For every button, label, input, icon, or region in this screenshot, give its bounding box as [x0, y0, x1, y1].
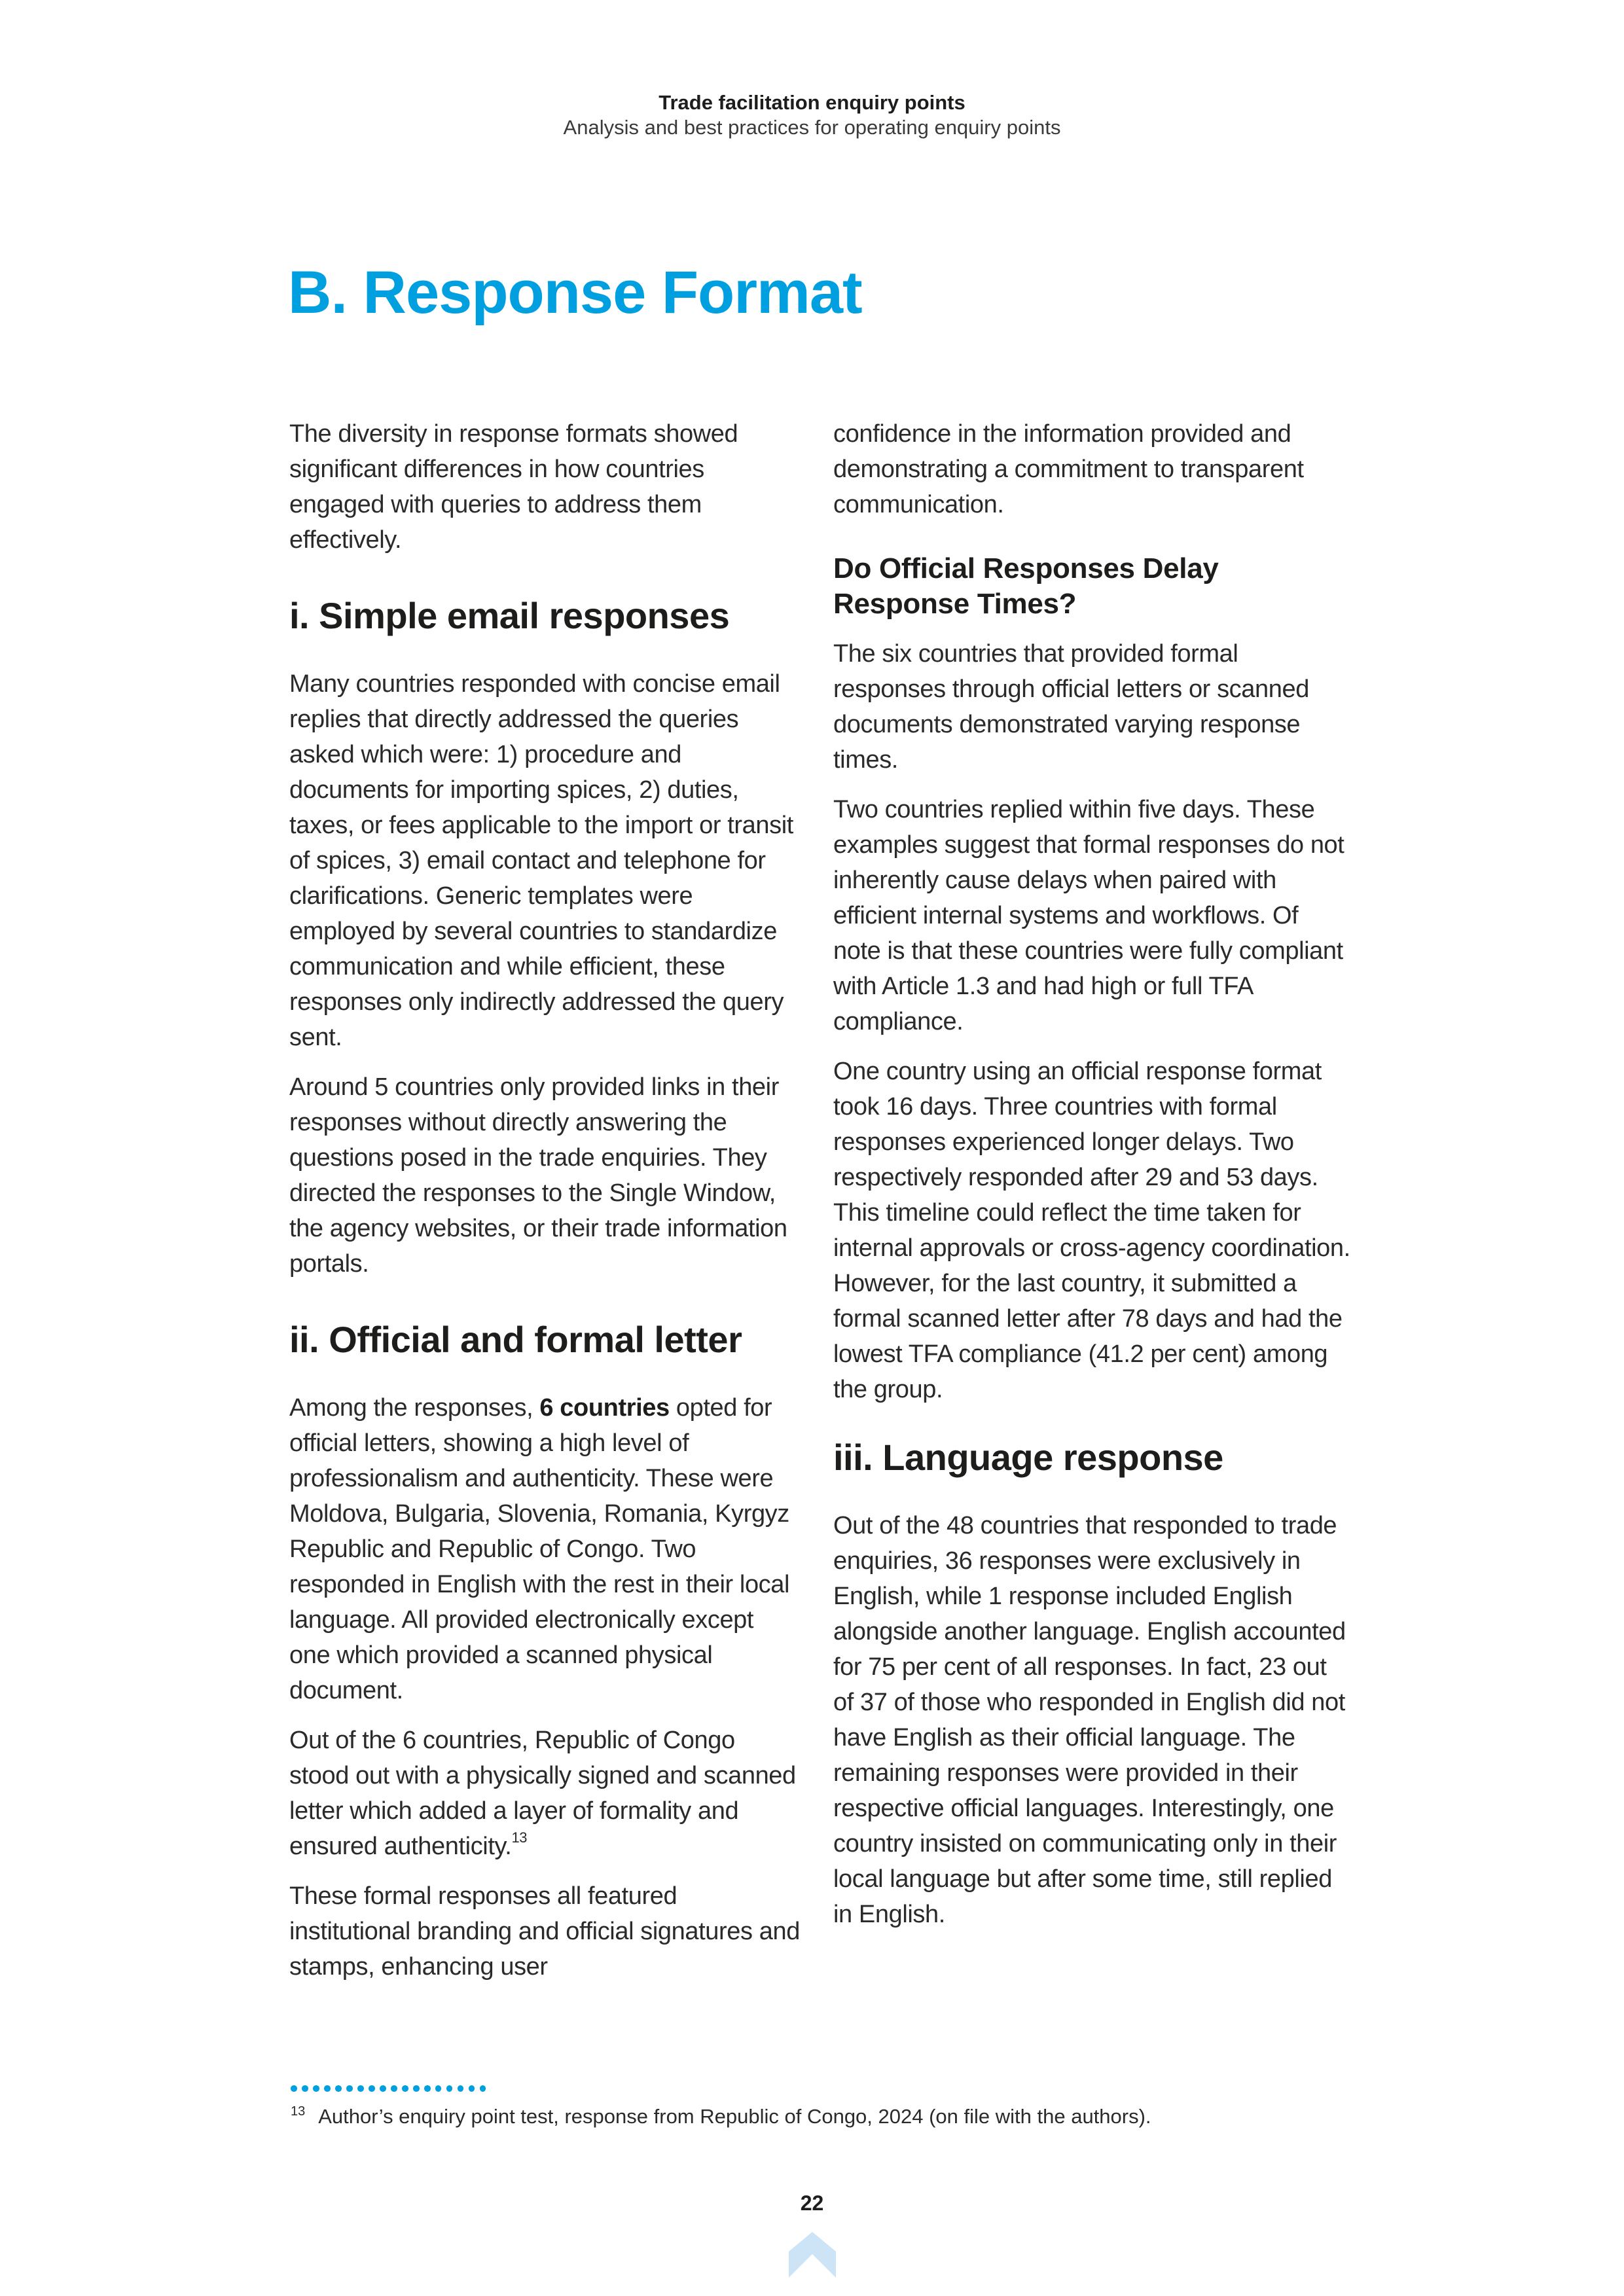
right-column — [833, 416, 1350, 1946]
footnote-reference[interactable]: 13 — [511, 1829, 528, 1846]
official-p2-text: Out of the 6 countries, Republic of Congo stood out with a physically signed and scanned letter which added a layer of formality and ensured authenticity. — [289, 1727, 796, 1860]
footnote-number: 13 — [291, 2104, 306, 2119]
footnote-separator — [291, 2085, 486, 2092]
language-paragraph: Out of the 48 countries that responded to trade enquiries, 36 responses were exclusively in English, while 1 response included English alongside another language. English accounted for 75 per cent of all responses. In fact, 23 out of 37 of those who responded in English did not have English as their official language. The remaining responses were provided in their respective official languages. Interestingly, one country insisted on communicating only in their local language but after some time, still replied in English. — [833, 1512, 1346, 1928]
delay-paragraph-1: The six countries that provided formal responses through official letters or scanned documents demonstrated varying response times. — [833, 640, 1309, 774]
official-letter-paragraph-2 — [289, 1723, 800, 1864]
official-letter-paragraph-3: These formal responses all featured institutional branding and official signatures and stamps, enhancing user — [289, 1882, 800, 1981]
heading-official-formal-letter: ii. Official and formal letter — [289, 1319, 742, 1360]
heading-language-response: iii. Language response — [833, 1437, 1223, 1478]
chevron-up-icon[interactable] — [789, 2232, 836, 2279]
footnote — [291, 2098, 1151, 2130]
heading-simple-email-responses: i. Simple email responses — [289, 595, 730, 636]
official-letter-paragraph-1 — [289, 1390, 800, 1708]
intro-paragraph: The diversity in response formats showed significant differences in how countries engaged with queries to address them effectively. — [289, 420, 738, 554]
left-column — [289, 416, 800, 1999]
official-p1-emphasis: 6 countries — [539, 1394, 670, 1422]
heading-official-responses-delay: Do Official Responses Delay Response Times? — [833, 552, 1219, 620]
page-number: 22 — [800, 2191, 824, 2215]
footnote-text: Author’s enquiry point test, response from Republic of Congo, 2024 (on file with the authors). — [318, 2105, 1151, 2128]
delay-paragraph-2: Two countries replied within five days. These examples suggest that formal responses do not inherently cause delays when paired with efficient internal systems and workflows. Of note is that these countries were fully compliant with Article 1.3 and had high or full TFA compliance. — [833, 796, 1344, 1035]
document-subtitle: Analysis and best practices for operating enquiry points — [563, 116, 1061, 139]
continued-paragraph: confidence in the information provided and demonstrating a commitment to transparent communication. — [833, 420, 1304, 518]
running-header — [0, 90, 1624, 140]
document-title: Trade facilitation enquiry points — [659, 91, 965, 114]
official-p1-post: opted for official letters, showing a high level of professionalism and authenticity. These were Moldova, Bulgaria, Slovenia, Romania, Kyrgyz Republic and Republic of Congo. Two responded in English with the rest in their local language. All provided electronically except one which provided a scanned physical document. — [289, 1394, 790, 1704]
simple-email-paragraph-2: Around 5 countries only provided links in their responses without directly answering the questions posed in the trade enquiries. They directed the responses to the Single Window, the agency websites, or their trade information portals. — [289, 1073, 787, 1278]
official-p1-pre: Among the responses, — [289, 1394, 540, 1422]
simple-email-paragraph-1: Many countries responded with concise email replies that directly addressed the queries asked which were: 1) procedure and documents for importing spices, 2) duties, taxes, or fees applicable to the import or transit of spices, 3) email contact and telephone for clarifications. Generic templates were employed by several countries to standardize communication and while efficient, these responses only indirectly addressed the query sent. — [289, 670, 793, 1051]
section-title: B. Response Format — [288, 259, 862, 326]
delay-paragraph-3: One country using an official response format took 16 days. Three countries with formal responses experienced longer delays. Two respectively responded after 29 and 53 days. This timeline could reflect the time taken for internal approvals or cross-agency coordination. However, for the last country, it submitted a formal scanned letter after 78 days and had the lowest TFA compliance (41.2 per cent) among the group. — [833, 1058, 1350, 1403]
